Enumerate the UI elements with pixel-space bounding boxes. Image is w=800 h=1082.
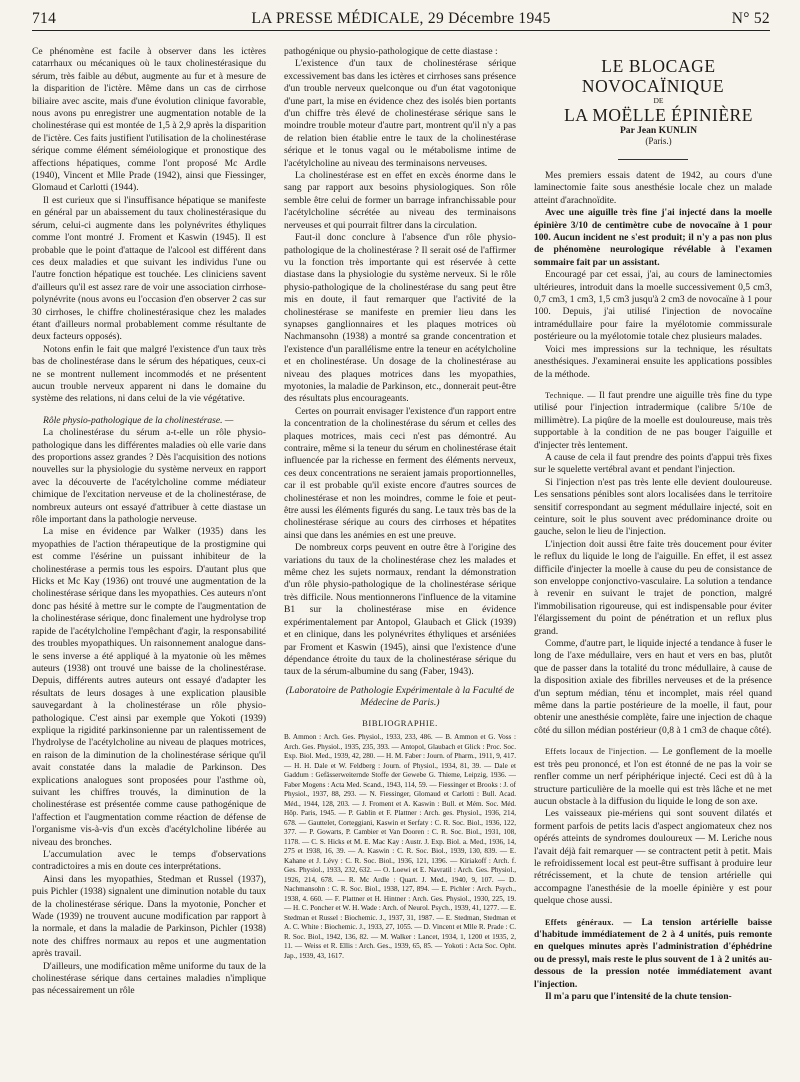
paragraph: Encouragé par cet essai, j'ai, au cours de laminectomies ultérieures, introduit dans la moelle successivement 0,5 cm3, 0,7 cm3, 1 cm3, 1,5 cm3 jusqu'à 2 cm3 de novocaïne à 1 pour 100. Depuis, j'ai utilisé l'injection de novocaïne intramédullaire pour faire la myélotomie commissurale postérieure ou la myélotomie totale chez plusieurs malades.: [534, 269, 772, 343]
paragraph: Voici mes impressions sur la technique, les résultats anesthésiques. J'examinerai ensuite les applications possibles de la méthode.: [534, 343, 772, 380]
column-right: [534, 56, 772, 1003]
paragraph: Si l'injection n'est pas très lente elle devient douloureuse. Les sensations pénibles sont alors localisées dans le territoire sensitif correspondant au segment médullaire injecté, soit en ceinture, soit le plus souvent avec prédominance droite ou gauche, selon le lieu de l'injection.: [534, 476, 772, 538]
laboratory-affiliation: (Laboratoire de Pathologie Expérimentale à la Faculté de Médecine de Paris.): [285, 684, 515, 708]
paragraph-text: La tension artérielle baisse d'habitude immédiatement de 2 à 4 unités, puis remonte en quelques minutes après l'administration d'éphédrine ou de pressyl, mais reste le plus souvent de 1 à 2 unités au-dessous de la pression notée immédiatement avant l'injection.: [534, 916, 772, 990]
article-author: Par Jean KUNLIN: [619, 125, 698, 136]
paragraph: Les vaisseaux pie-mériens qui sont souvent dilatés et forment parfois de petits lacis d'aspect angiomateux chez nos opérés atteints de syndromes douloureux — M. Leriche nous l'avait déjà fait remarquer — se contractent petit à petit. Mais le refroidissement local est peut-être suffisant à produire leur rétrécissement, et la chute de tension artérielle qui accompagne l'anesthésie de la moelle épinière y est pour quelque chose aussi.: [534, 808, 772, 907]
article-title-line2: LA MOËLLE ÉPINIÈRE: [564, 105, 753, 125]
column-left: [32, 46, 266, 998]
paragraph: Il est curieux que si l'insuffisance hépatique se manifeste en général par un abaissement du taux cholinestérasique du sérum, celui-ci augmente dans les polynévrites éthyliques comme l'ont montré J. Froment et Kaswin (1945). Il est probable que le point d'attaque de l'alcool est différent dans ces deux maladies et que suivant les individus l'une ou l'autre fonction hépatique est touchée. Les cliniciens savent d'ailleurs qu'il est assez rare de voir une association cirrhose-polynévrite (nous avons eu l'occasion d'en observer 2 cas sur 30 cirrhoses, le chiffre cholinestérasique chez les malades étant d'ailleurs normal probablement comme résultante de deux facteurs opposés).: [32, 194, 266, 343]
section-heading-text: Rôle physio-pathologique de la cholinestérase. —: [43, 414, 234, 426]
page-header: [32, 6, 770, 32]
paragraph: Avec une aiguille très fine j'ai injecté dans la moelle épinière 3/10 de centimètre cube de novocaïne à 1 pour 100. Aucun incident ne s'est produit; il n'y a pas non plus de phénomène neurologique révélable à l'examen sommaire fait par un assistant.: [534, 207, 772, 268]
journal-title: LA PRESSE MÉDICALE, 29 Décembre 1945: [251, 10, 551, 27]
local-effects-heading: Effets locaux de l'injection. —: [545, 747, 659, 757]
paragraph: L'existence d'un taux de cholinestérase sérique excessivement bas dans les ictères et cirrhoses sans présence d'un trouble nerveux quelconque ou d'un état vagotonique d'une part, la mise en évidence chez des isolés bien portants d'un chiffre très élevé de cholinestérase sérique sans le moindre trouble moteur d'autre part, montrent qu'il n'y a pas de relation bien établie entre le taux de la cholinestérase sérique et le tonus vagal ou le métabolisme intime de l'acétylcholine au niveau des terminaisons nerveuses.: [284, 58, 516, 169]
paragraph: L'injection doit aussi être faite très doucement pour éviter le reflux du liquide le long de l'aiguille. En effet, il est assez difficile d'injecter la moelle à cause du peu de consistance de son enveloppe conjonctivo-vasculaire. La solution a tendance à revenir en suivant le trajet de ponction, malgré l'immobilisation rigoureuse, qui est indispensable pour éviter l'élargissement du point de pénétration et un reflux plus grand.: [534, 538, 772, 637]
article-city: (Paris.): [645, 136, 672, 146]
paragraph-text: Il faut prendre une aiguille très fine du type utilisé pour l'injection intradermique (calibre 5/10e de millimètre). La piqûre de la moelle est douloureuse, mais très supportable à la condition de ne pas bouger l'aiguille et d'injecter très lentement.: [534, 389, 772, 451]
issue-number: N° 52: [731, 10, 770, 27]
technique-paragraph: [534, 390, 772, 452]
column-middle: [284, 46, 516, 961]
paragraph: L'accumulation avec le temps d'observations contradictoires a mis en doute ces interprétations.: [32, 849, 266, 873]
technique-heading: Technique. —: [545, 390, 596, 400]
bibliography-list: B. Ammon : Arch. Ges. Physiol., 1933, 233, 486. — B. Ammon et G. Voss : Arch. Ges. Physiol., 1935, 235, 393. — Antopol, Glaubach et Glick : Proc. Soc. Exp. Biol. Med., 1939, 42, 280. — H. M. Faber : Journ. of Pharm., 1911, 9, 417. — H. H. Dale et W. Feldberg : Journ. of Physiol., 1934, 81, 39. — Dale et Gaddum : Gefässerweiternde Stoffe der Gewebe G. Thieme, Leipzig, 1936. — Faber Mogens : Acta Med. Scand., 1943, 114, 59. — Fiessinger et Brooks : J. of Physiol., 1937, 88, 293. — N. Fiessinger, Glomaud et Carlotti : Bull. Acad. Méd., 1944, 128, 203. — J. Froment et A. Kaswin : Bull. et Mém. Soc. Méd. Hôp. Paris, 1945. — P. Gablin et F. Plattner : Arch. ges. Physiol., 1936, 214, 678. — Gauttelet, Corteggiani, Kaswin et Serfaty : C. R. Soc. Biol., 1936, 122, 377. — P. Gowarts, P. Cambier et Van Dooren : C. R. Soc. Biol., 1931, 108, 1178. — C. S. Hicks et M. E. Mac Kay : Austr. J. Exp. Biol. a. Med., 1936, 14, 275 et 1938, 16, 39. — A. Kaswin : C. R. Soc. Biol., 1939, 130, 839. — E. Kahane et J. Lévy : C. R. Soc. Biol., 1936, 121, 1396. — Kiriakoff : Arch. f. Ges. Physiol., 1933, 232, 632. — O. Loewi et E. Navratil : Arch. Ges. Physiol., 1926, 214, 678. — R. Mc Ardle : Quart. J. Med., 1940, 9, 107. — D. Nachmansohn : C. R. Soc. Biol., 1938, 127, 894. — E. Pichler : Arch. Psych., 1938, 4. 660. — F. Plattner et H. Hintner : Arch. Ges. Physiol., 1930, 225, 19. — H. C. Poncher et W. H. Wade : Arch. of Neurol. Psych., 1939, 41, 1277. — E. Stedman et Russel : Biochemic. J., 1937, 31, 1987. — E. Stedman, Stedman et A. C. White : Biochemic. J., 1933, 27, 1055. — D. Vincent et Mlle R. Prade : C. R. Soc. Biol., 1942, 136, 82. — M. Walker : Lancet, 1934, 1, 1200 et 1935, 2, 11. — Weiss et R. Ellis : Arch. Ges., 1939, 65, 85. — Yokoti : Acta Soc. Opht. Jap., 1939, 43, 1617.: [284, 733, 516, 960]
paragraph-text: Le gonflement de la moelle est très peu prononcé, et l'on est étonné de ne pas la voir se renfler comme un nerf périphérique injecté. Ceci est dû à la structure particulière de la moelle qui est très lâche et ne met aucun obstacle à la diffusion du liquide le long de son axe.: [534, 746, 772, 807]
paragraph: Ce phénomène est facile à observer dans les ictères catarrhaux ou mécaniques où le taux cholinestérasique du sérum, très faible au début, augmente au fur et à mesure de la disparition de l'ictère. Même dans un cas de cirrhose biliaire avec ascite, mais d'une évolution clinique favorable, nous avons pu enregistrer une augmentation notable de la cholinestérase qui est montée de 1,5 à 2,9 après la disparition de l'ictère. Ces faits justifient l'utilisation de la cholinestérase sérique comme élément séméiologique et pronostique des affections hépatiques, comme l'ont proposé Mc Ardle (1940), Vincent et Mlle Prade (1942), ainsi que Fiessinger, Glomaud et Carlotti (1944).: [32, 46, 266, 194]
paragraph: Certes on pourrait envisager l'existence d'un rapport entre la concentration de la cholinestérase du sérum et celles des plaques motrices, mais ceci n'est pas démontré. Au contraire, même si la teneur du sérum en cholinestérase était influencée par la richesse en ferment des éléments nerveux, ces deux concentrations ne seraient jamais proportionnelles, car il est probable qu'il existe encore d'autres sources de cholinestérase et non les moindres, comme le foie et peut-être aussi les éléments figurés du sang. Le taux très bas de la cholinestérase sérique au cours des cirrhoses et hépatites ainsi que dans les anémies en est une preuve.: [284, 405, 516, 541]
header-rule: [32, 30, 770, 31]
paragraph: La mise en évidence par Walker (1935) dans les myopathies de l'action thérapeutique de la prostigmine qui est comme l'ésérine un puissant inhibiteur de la cholinestérase a permis tous les espoirs. D'autant plus que Hicks et Mc Kay (1936) ont trouvé une augmentation de la cholinestérase sérique dans les myopathies. Ces auteurs n'ont donc pas hésité à mettre sur le compte de l'augmentation de la cholinestérase sérique, donc finalement une hydrolyse trop rapide de l'acétylcholine l'empêchant d'agir, la responsabilité des troubles myopathiques. Un raisonnement analogue dans-le sens inverse a été appliqué à la myatonie où les mêmes auteurs (1938) ont trouvé une baisse de la cholinestérase. Depuis, différents autres auteurs ont essayé d'adapter les résultats de leurs dosages à une explication plausible sauvegardant à la cholinestérase un rôle physio-pathologique. C'est ainsi par exemple que Yokoti (1939) explique la rigidité parkinsonienne par un ralentissement de l'hydrolyse de l'acétylcholine au niveau de plaques motrices, en raison de la diminution de la cholinestérase sérique qu'il avait constatée dans la maladie de Parkinson. Des explications analogues sont proposées pour l'asthme où, suivant les chiffres trouvés, la diminution de la cholinestérase est présentée comme cause pathogénique de l'affection et l'augmentation comme réaction de défense de l'organisme vis-à-vis d'un excès d'acétylcholine libérée au niveau des bronches.: [32, 526, 266, 848]
paragraph: Notons enfin le fait que malgré l'existence d'un taux très bas de cholinestérase dans le sérum des hépatiques, ceux-ci ne se montrent nullement incommodés et ne présentent aucun trouble nerveux apparent ni dans le domaine du système des relations, ni dans celui de la vie végétative.: [32, 343, 266, 405]
page-number: 714: [32, 10, 57, 27]
article-title-line1: LE BLOCAGE NOVOCAÏNIQUE: [581, 56, 725, 96]
paragraph: La cholinestérase est en effet en excès énorme dans le sang par rapport aux besoins physiologiques. Son rôle semble être celui de former un barrage infranchissable pour l'acétylcholine sécrétée au niveau des terminaisons nerveuses et qui pourrait filtrer dans la circulation.: [284, 170, 516, 231]
paragraph: Ainsi dans les myopathies, Stedman et Russel (1937), puis Pichler (1938) signalent une diminution notable du taux de la cholinestérase sérique. Dans la myotonie, Poncher et Wade (1939) ne trouvent aucune modification par rapport à la normale, et dans la maladie de Parkinson, Pichler (1938) note des chiffres normaux au repos et une augmentation après travail.: [32, 873, 266, 960]
article-title-connector: DE: [653, 96, 664, 105]
paragraph: Faut-il donc conclure à l'absence d'un rôle physio-pathologique de la cholinestérase ? Il serait osé de l'affirmer vu la fonction très importante qui est réservée à cette diastase dans la physiologie du système nerveux. Si le rôle physio-pathologique de la cholinestérase du sang peut être mis en doute, il faut remarquer que l'activité de la cholinestérase se manifeste en premier lieu dans les synapses ganglionnaires et les plaques motrices où Nachmansohn (1938) a montré sa grande concentration et l'existence d'un parallélisme entre la teneur en acétylcholine et en cholinestérase. Un dosage de la cholinestérase au niveau des plaques motrices dans les myopathies, myotonies, la maladie de Parkinson, etc., donnerait peut-être des résultats plus encourageants.: [284, 232, 516, 405]
paragraph: La cholinestérase du sérum a-t-elle un rôle physio-pathologique dans les différentes maladies où elle varie dans des proportions assez grandes ? Dès l'acquisition des notions nouvelles sur la physiologie du système nerveux en rapport avec la découverte de l'acétylcholine comme médiateur chimique de l'excitation nerveuse et de la cholinestérase, de nombreux auteurs ont essayé d'attribuer à cette diastase un rôle important dans la pathologie nerveuse.: [32, 427, 266, 526]
general-effects-paragraph: [534, 917, 772, 991]
paragraph: De nombreux corps peuvent en outre être à l'origine des variations du taux de la cholinestérase chez les malades et même chez les sujets normaux, rendant la démonstration d'un rôle physio-pathologique de la cholinestérase sérique très difficile. Nous mentionnerons l'influence de la vitamine B1 sur la cholinestérase mise en évidence expérimentalement par Antopol, Glaubach et Glick (1939) et en clinique, dans les polynévrites éthyliques et arséniées par Froment et Kaswin (1945), ainsi que l'existence d'une dépendance étroite du taux de la cholinestérase sérique du taux de la sérum-albumine du sang (Faber, 1943).: [284, 542, 516, 678]
general-effects-heading: Effets généraux. —: [545, 917, 632, 927]
paragraph: pathogénique ou physio-pathologique de cette diastase :: [284, 46, 498, 57]
paragraph: Il m'a paru que l'intensité de la chute tension-: [545, 991, 732, 1002]
bibliography-heading: BIBLIOGRAPHIE.: [362, 717, 438, 728]
section-heading-physiopathology: [32, 415, 266, 427]
paragraph: A cause de cela il faut prendre des points d'appui très fixes sur le squelette vertébral avant et pendant l'injection.: [534, 451, 772, 476]
paragraph: D'ailleurs, une modification même uniforme du taux de la cholinestérase sérique dans certaines maladies n'implique pas nécessairement un rôle: [32, 960, 266, 997]
paragraph: Comme, d'autre part, le liquide injecté a tendance à fuser le long de l'axe médullaire, vers en haut et vers en bas, plutôt que de passer dans la totalité du tronc médullaire, à cause de la disposition axiale des fibrilles nerveuses et de la présence d'un septum médian, ténu et incomplet, mais réel quand même dans la partie postérieure de la moelle, il faut, pour obtenir une anesthésie complète, faire une injection de chaque côté du sillon médian postérieur (0,8 à 1 cm3 de chaque côté).: [534, 638, 772, 736]
title-divider: [618, 159, 688, 160]
paragraph: Mes premiers essais datent de 1942, au cours d'une laminectomie faite sous anesthésie locale chez un malade atteint d'arachnoïdite.: [534, 170, 772, 206]
local-effects-paragraph: [534, 746, 772, 808]
